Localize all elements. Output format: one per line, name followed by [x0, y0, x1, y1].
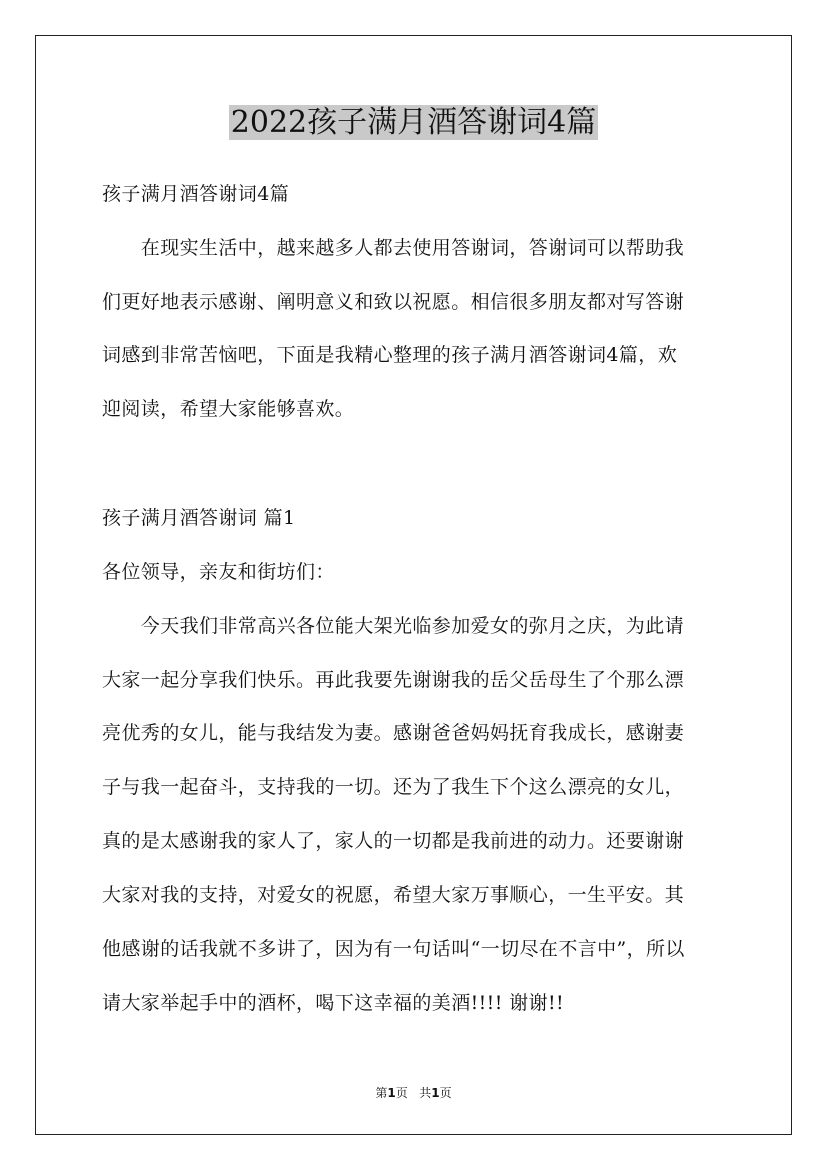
- body-line: 真的是太感谢我的家人了，家人的一切都是我前进的动力。还要谢谢: [102, 830, 685, 852]
- body-line: 大家对我的支持，对爱女的祝愿，希望大家万事顺心，一生平安。其: [102, 884, 685, 906]
- footer-page-suffix: 页: [395, 1086, 408, 1100]
- intro-line: 们更好地表示感谢、阐明意义和致以祝愿。相信很多朋友都对写答谢: [102, 291, 685, 313]
- document-subtitle: 孩子满月酒答谢词4篇: [102, 183, 290, 205]
- footer-page-number: 1: [387, 1086, 396, 1100]
- salutation: 各位领导，亲友和街坊们：: [102, 561, 335, 583]
- section-heading: 孩子满月酒答谢词 篇1: [102, 507, 296, 529]
- footer-total-pages: 1: [431, 1086, 440, 1100]
- footer-page-prefix: 第: [375, 1086, 388, 1100]
- document-title: [0, 103, 827, 143]
- footer-total-suffix: 页: [439, 1086, 452, 1100]
- footer-total-prefix: 共: [419, 1086, 432, 1100]
- document-title-text: 2022孩子满月酒答谢词4篇: [230, 105, 597, 140]
- intro-line: 在现实生活中，越来越多人都去使用答谢词，答谢词可以帮助我: [102, 237, 685, 259]
- body-line: 今天我们非常高兴各位能大架光临参加爱女的弥月之庆，为此请: [102, 615, 685, 637]
- body-line: 他感谢的话我就不多讲了，因为有一句话叫“一切尽在不言中”，所以: [102, 938, 685, 960]
- intro-line: 词感到非常苦恼吧，下面是我精心整理的孩子满月酒答谢词4篇，欢: [102, 344, 678, 366]
- page-footer: [0, 1085, 827, 1101]
- body-line: 子与我一起奋斗，支持我的一切。还为了我生下个这么漂亮的女儿，: [102, 776, 685, 798]
- intro-line: 迎阅读，希望大家能够喜欢。: [102, 398, 355, 420]
- body-line: 请大家举起手中的酒杯，喝下这幸福的美酒!!!! 谢谢!!: [102, 992, 565, 1014]
- body-line: 大家一起分享我们快乐。再此我要先谢谢我的岳父岳母生了个那么漂: [102, 669, 685, 691]
- body-line: 亮优秀的女儿，能与我结发为妻。感谢爸爸妈妈抚育我成长，感谢妻: [102, 722, 685, 744]
